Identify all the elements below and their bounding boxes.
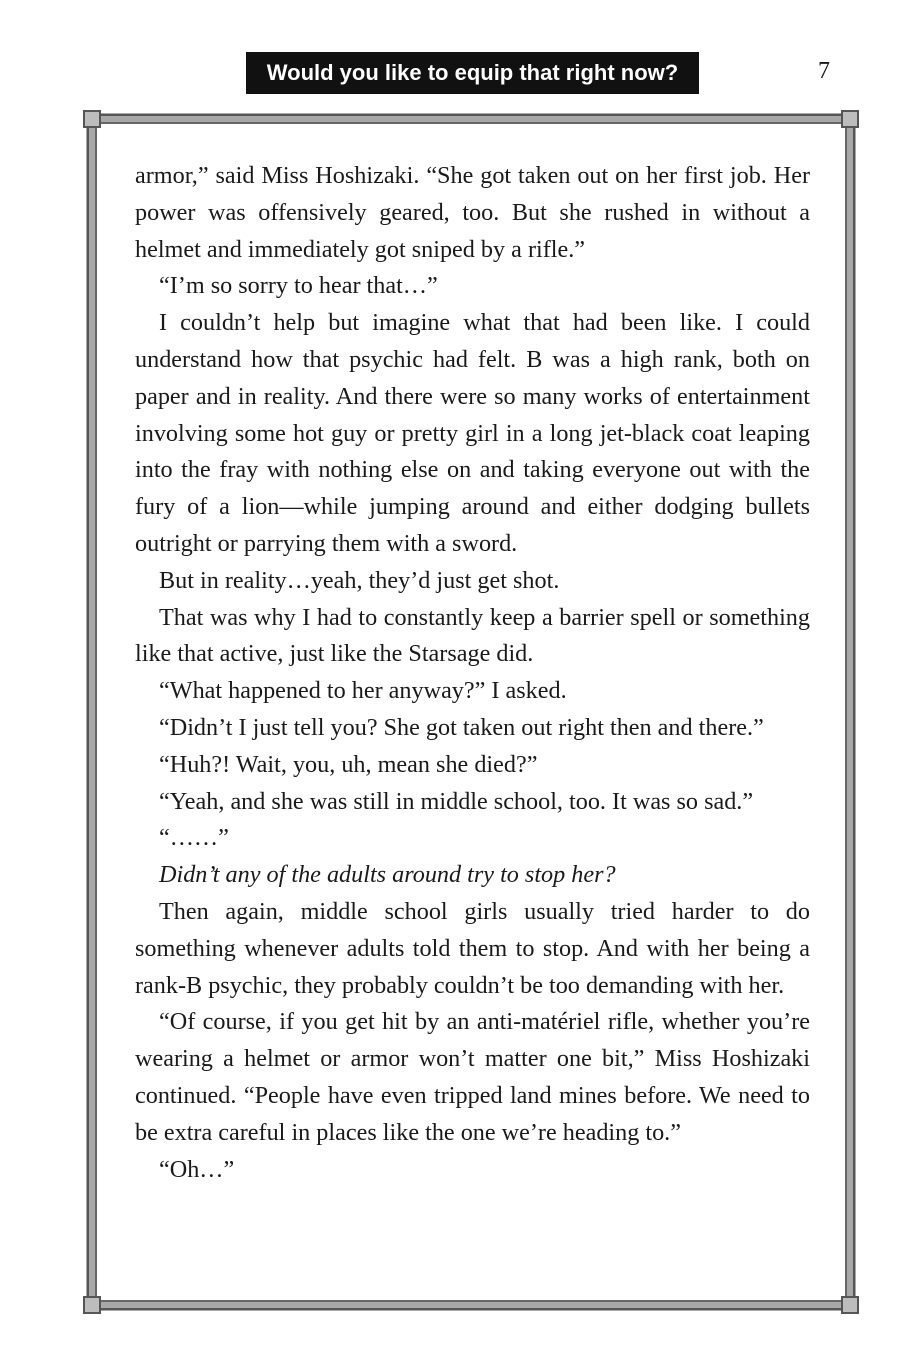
paragraph: But in reality…yeah, they’d just get shot. <box>159 566 560 594</box>
paragraph: I couldn’t help but imagine what that had been like. I could understand how that psychic had felt. B was a high rank, both on paper and in reality. And there were so many works of entertainment involving some hot guy or pretty girl in a long jet-black coat leaping into the fray with nothing else on and taking everyone out with the fury of a lion—while jumping around and either dodging bullets outright or parrying them with a sword. <box>135 309 810 557</box>
paragraph: “I’m so sorry to hear that…” <box>159 272 438 300</box>
frame-corner-bottom-left <box>83 1296 101 1314</box>
page-number: 7 <box>818 58 830 84</box>
chapter-title: Would you like to equip that right now? <box>246 52 699 94</box>
frame-corner-top-left <box>83 110 101 128</box>
frame-corner-bottom-right <box>841 1296 859 1314</box>
paragraph: “Yeah, and she was still in middle school, too. It was so sad.” <box>159 787 754 815</box>
body-text <box>135 158 810 1188</box>
paragraph: “Huh?! Wait, you, uh, mean she died?” <box>159 750 538 778</box>
paragraph: armor,” said Miss Hoshizaki. “She got taken out on her first job. Her power was offensively geared, too. But she rushed in without a helmet and immediately got sniped by a rifle.” <box>135 162 810 263</box>
paragraph: “Oh…” <box>159 1155 235 1183</box>
paragraph-italic-thought: Didn’t any of the adults around try to stop her? <box>159 861 616 889</box>
paragraph: “Of course, if you get hit by an anti-matériel rifle, whether you’re wearing a helmet or armor won’t matter one bit,” Miss Hoshizaki continued. “People have even tripped land mines before. We need to be extra careful in places like the one we’re heading to.” <box>135 1008 810 1146</box>
paragraph: That was why I had to constantly keep a barrier spell or something like that active, just like the Starsage did. <box>135 603 810 668</box>
paragraph: “Didn’t I just tell you? She got taken out right then and there.” <box>159 713 764 741</box>
frame-corner-top-right <box>841 110 859 128</box>
paragraph: “What happened to her anyway?” I asked. <box>159 677 567 705</box>
paragraph: Then again, middle school girls usually tried harder to do something whenever adults told them to stop. And with her being a rank-B psychic, they probably couldn’t be too demanding with her. <box>135 897 810 999</box>
paragraph: “……” <box>159 824 229 852</box>
